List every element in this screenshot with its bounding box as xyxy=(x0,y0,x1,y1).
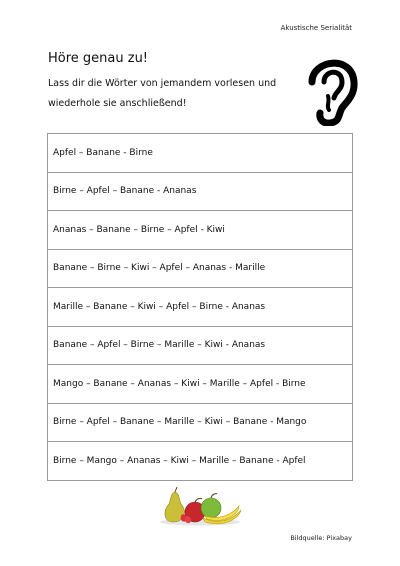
table-row xyxy=(48,365,353,404)
word-sequence: Birne – Apfel – Banane - Ananas xyxy=(48,172,353,211)
instruction-text: Lass dir die Wörter von jemandem vorlesen und wiederhole sie anschließend! xyxy=(48,78,277,109)
table-row xyxy=(48,326,353,365)
image-credit: Bildquelle: Pixabay xyxy=(290,534,352,542)
word-sequence: Mango – Banane – Ananas – Kiwi – Marille – Apfel - Birne xyxy=(48,365,353,404)
table-row xyxy=(48,442,353,481)
page-title: Höre genau zu! xyxy=(48,51,149,66)
table-row xyxy=(48,288,353,327)
word-sequence: Banane – Apfel – Birne – Marille – Kiwi - Ananas xyxy=(48,326,353,365)
word-sequence: Birne – Mango – Ananas – Kiwi – Marille – Banane - Apfel xyxy=(48,442,353,481)
table-row xyxy=(48,403,353,442)
fruit-basket-image xyxy=(155,478,245,526)
table-row xyxy=(48,211,353,250)
table-row xyxy=(48,172,353,211)
word-sequence: Birne – Apfel – Banane – Marille – Kiwi – Banane - Mango xyxy=(48,403,353,442)
word-sequence: Ananas – Banane – Birne – Apfel - Kiwi xyxy=(48,211,353,250)
word-sequence: Apfel – Banane - Birne xyxy=(48,134,353,173)
table-row xyxy=(48,134,353,173)
word-sequence: Marille – Banane – Kiwi – Apfel – Birne - Ananas xyxy=(48,288,353,327)
table-row xyxy=(48,249,353,288)
word-sequence: Banane – Birne – Kiwi – Apfel – Ananas - Marille xyxy=(48,249,353,288)
word-sequence-table xyxy=(47,133,353,481)
header-tag: Akustische Serialität xyxy=(280,24,352,32)
ear-icon xyxy=(302,52,358,126)
